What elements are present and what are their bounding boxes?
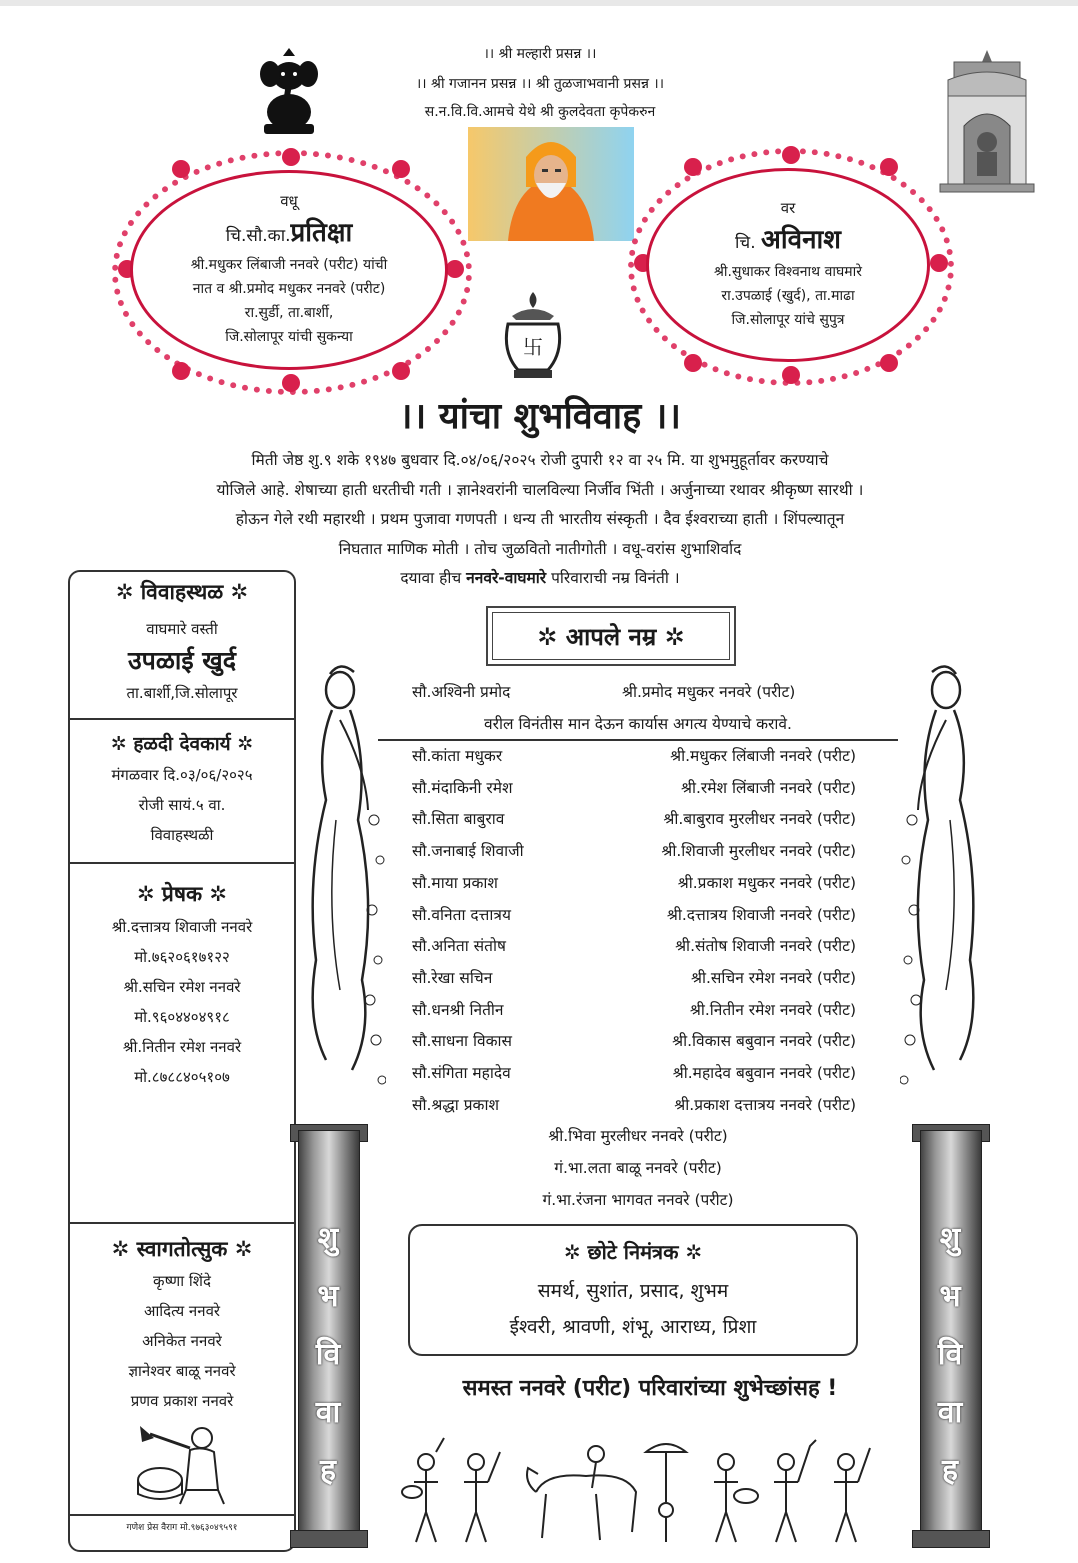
pillar-icon: [290, 1530, 368, 1548]
bride-petal: [446, 260, 464, 278]
closing-wishes: समस्त ननवरे (परीट) परिवारांच्या शुभेच्छांसह !: [462, 1376, 838, 1401]
pillar-letters-left: [298, 1210, 358, 1500]
list-item: सौ.माया प्रकाश: [412, 874, 498, 892]
preshak-line-5: श्री.नितीन रमेश ननवरे: [122, 1038, 242, 1056]
haldi-line-1: मंगळवार दि.०३/०६/२०२५: [111, 766, 253, 784]
swagat-line-5: प्रणव प्रकाश ननवरे: [130, 1392, 234, 1410]
list-item: गं.भा.रंजना भागवत ननवरे (परीट): [542, 1191, 734, 1209]
list-item: श्री.विकास बबुवान ननवरे (परीट): [672, 1032, 856, 1050]
para-line-2: योजिले आहे. शेषाच्या हाती धरतीची गती । ज्ञानेश्वरांनी चालविल्या निर्जीव भिंती । अर्जुनाच्या रथावर श्रीकृष्ण सारथी ।: [216, 480, 864, 499]
bride-desc-3: रा.सुर्डी, ता.बार्शी,: [244, 305, 334, 321]
haldi-title: ✲ हळदी देवकार्य ✲: [110, 733, 254, 755]
press-credit: गणेश प्रेस वैराग मो.९७६३०४९५९१: [126, 1523, 238, 1533]
list-item: सौ.संगिता महादेव: [412, 1064, 511, 1082]
pillar-letters-right: [920, 1210, 980, 1500]
preshak-line-1: श्री.दत्तात्रय शिवाजी ननवरे: [111, 918, 253, 936]
haldi-section: [70, 728, 294, 850]
kalash-icon: [498, 290, 568, 382]
list-item: श्री.दत्तात्रय शिवाजी ननवरे (परीट): [666, 906, 856, 924]
groom-petal: [782, 146, 800, 164]
blessing-line-3: स.न.वि.वि.आमचे येथे श्री कुलदेवता कृपेकरुन: [424, 104, 656, 120]
bride-label: वधू: [280, 192, 298, 210]
woman-figure-icon: [296, 660, 386, 1120]
blessing-line-1: ।। श्री मल्हारी प्रसन्न ।।: [483, 46, 597, 62]
divider: [70, 718, 294, 720]
list-item: श्री.बाबुराव मुरलीधर ननवरे (परीट): [663, 810, 856, 828]
venue-section: [70, 576, 294, 708]
swagat-section: [70, 1232, 294, 1416]
page-title: ।। यांचा शुभविवाह ।।: [398, 396, 682, 437]
list-item: सौ.धनश्री नितीन: [412, 1001, 504, 1019]
list-item: सौ.रेखा सचिन: [412, 969, 493, 987]
first-row-right: श्री.प्रमोद मधुकर ननवरे (परीट): [622, 683, 796, 701]
left-info-column: [68, 570, 296, 1552]
list-item: श्री.सचिन रमेश ननवरे (परीट): [690, 969, 856, 987]
pillar-letter: ह: [942, 1453, 958, 1488]
bride-prefix: चि.सौ.का.: [225, 226, 291, 246]
divider: [70, 1514, 294, 1516]
pillar-letter: वा: [315, 1395, 341, 1430]
groom-info: [646, 168, 930, 362]
preshak-section: [70, 876, 294, 1092]
venue-line-2: ता.बार्शी,जि.सोलापूर: [126, 684, 238, 702]
ganesha-icon: [248, 46, 330, 138]
divider: [70, 1222, 294, 1224]
saint-photo: [468, 127, 634, 241]
list-item: श्री.महादेव बबुवान ननवरे (परीट): [672, 1064, 856, 1082]
list-item: सौ.जनाबाई शिवाजी: [412, 842, 524, 860]
bride-info: [130, 170, 448, 370]
venue-place: उपळाई खुर्द: [127, 646, 237, 675]
bride-petal: [392, 362, 410, 380]
list-item: श्री.प्रकाश दत्तात्रय ननवरे (परीट): [674, 1096, 856, 1114]
divider: [70, 862, 294, 864]
svg-text:卐: 卐: [523, 335, 543, 359]
preshak-line-3: श्री.सचिन रमेश ननवरे: [123, 978, 241, 996]
first-row-left: सौ.अश्विनी प्रमोद: [412, 683, 511, 701]
top-border: [0, 0, 1078, 6]
groom-desc-3: जि.सोलापूर यांचे सुपुत्र: [731, 312, 845, 328]
haldi-line-3: विवाहस्थळी: [150, 826, 214, 844]
pillar-letter: भ: [317, 1279, 339, 1314]
bride-desc-4: जि.सोलापूर यांची सुकन्या: [225, 329, 353, 345]
groom-prefix: चि.: [735, 233, 756, 253]
venue-title: ✲ विवाहस्थळ ✲: [115, 580, 249, 604]
pillar-letter: ह: [320, 1453, 336, 1488]
list-item: सौ.श्रद्धा प्रकाश: [412, 1096, 499, 1114]
chhote-line-2: ईश्वरी, श्रावणी, शंभू, आराध्य, प्रिशा: [509, 1316, 757, 1338]
pillar-letter: शु: [939, 1221, 961, 1256]
preshak-line-4: मो.९६०४४०४९१८: [134, 1008, 230, 1026]
list-item: श्री.शिवाजी मुरलीधर ननवरे (परीट): [661, 842, 856, 860]
request-line: वरील विनंतीस मान देऊन कार्यास अगत्य येण्याचे करावे.: [484, 715, 792, 733]
groom-petal: [684, 354, 702, 372]
list-item: श्री.प्रकाश मधुकर ननवरे (परीट): [677, 874, 856, 892]
bride-petal: [172, 160, 190, 178]
chhote-nimantrak-box: [408, 1224, 858, 1356]
bride-desc-1: श्री.मधुकर लिंबाजी ननवरे (परीट) यांची: [190, 257, 388, 273]
groom-petal: [782, 366, 800, 384]
bride-petal: [172, 362, 190, 380]
pillar-letter: भ: [939, 1279, 961, 1314]
aaple-namra-title: ✲ आपले नम्र ✲: [492, 612, 730, 660]
woman-figure-icon: [900, 660, 990, 1120]
groom-petal: [880, 354, 898, 372]
groom-petal: [930, 254, 948, 272]
list-item: गं.भा.लता बाळू ननवरे (परीट): [554, 1159, 722, 1177]
para-line-3: होऊन गेले रथी महारथी । प्रथम पुजावा गणपती । धन्य ती भारतीय संस्कृती । दैव ईश्वराच्या हाती । शिंपल्यातून: [235, 510, 845, 528]
venue-line-1: वाघमारे वस्ती: [146, 620, 218, 638]
groom-name: अविनाश: [761, 225, 841, 255]
preshak-line-6: मो.८७८८४०५१०७: [134, 1068, 230, 1086]
list-item: सौ.सिता बाबुराव: [412, 810, 505, 828]
bride-petal: [282, 148, 300, 166]
chhote-title: ✲ छोटे निमंत्रक ✲: [563, 1240, 703, 1264]
blessing-line-2: ।। श्री गजानन प्रसन्न ।। श्री तुळजाभवानी प्रसन्न ।।: [415, 76, 665, 92]
para-family-names: ननवरे-वाघमारे: [466, 569, 547, 587]
list-item: सौ.वनिता दत्तात्रय: [412, 906, 511, 924]
bride-petal: [392, 160, 410, 178]
list-item: श्री.रमेश लिंबाजी ननवरे (परीट): [681, 779, 856, 797]
pillar-letter: शु: [317, 1221, 339, 1256]
chhote-line-1: समर्थ, सुशांत, प्रसाद, शुभम: [537, 1280, 729, 1302]
list-item: सौ.मंदाकिनी रमेश: [412, 779, 513, 797]
list-item: श्री.संतोष शिवाजी ननवरे (परीट): [675, 937, 856, 955]
bride-name-line: [226, 213, 353, 249]
divider: [378, 739, 898, 741]
pillar-icon: [912, 1530, 990, 1548]
swagat-line-2: आदित्य ननवरे: [143, 1302, 221, 1320]
procession-icon: [396, 1432, 896, 1550]
bride-name: प्रतिक्षा: [290, 218, 353, 248]
bride-desc-2: नात व श्री.प्रमोद मधुकर ननवरे (परीट): [192, 281, 386, 297]
para-last-pre: दयावा हीच: [400, 569, 467, 587]
aaple-namra-box: [486, 606, 736, 666]
pillar-letter: वि: [315, 1337, 341, 1372]
bride-frame: [112, 150, 472, 395]
groom-petal: [684, 158, 702, 176]
pillar-letter: वा: [937, 1395, 963, 1430]
groom-desc-2: रा.उपळाई (खुर्द), ता.माढा: [721, 288, 855, 304]
groom-frame: [628, 148, 954, 386]
groom-desc-1: श्री.सुधाकर विश्वनाथ वाघमारे: [714, 264, 862, 280]
preshak-line-2: मो.७६२०६१७१२२: [134, 948, 230, 966]
para-line-1: मिती जेष्ठ शु.९ शके १९४७ बुधवार दि.०४/०६/२०२५ रोजी दुपारी १२ वा २५ मि. या शुभमुहूर्तावर करण्याचे: [251, 451, 829, 469]
list-item: सौ.अनिता संतोष: [412, 937, 506, 955]
list-item: श्री.मधुकर लिंबाजी ननवरे (परीट): [670, 747, 856, 765]
musician-icon: [120, 1420, 240, 1506]
groom-label: वर: [780, 199, 796, 217]
pillar-letter: वि: [937, 1337, 963, 1372]
list-item: श्री.भिवा मुरलीधर ननवरे (परीट): [548, 1127, 728, 1145]
groom-name-line: [735, 220, 841, 256]
swagat-title: ✲ स्वागतोत्सुक ✲: [111, 1237, 253, 1261]
preshak-title: ✲ प्रेषक ✲: [136, 882, 228, 906]
groom-petal: [880, 158, 898, 176]
list-item: सौ.कांता मधुकर: [412, 747, 503, 765]
swagat-line-1: कृष्णा शिंदे: [153, 1272, 211, 1290]
swagat-line-3: अनिकेत ननवरे: [142, 1332, 222, 1350]
haldi-line-2: रोजी सायं.५ वा.: [138, 796, 226, 814]
list-item: श्री.नितीन रमेश ननवरे (परीट): [689, 1001, 856, 1019]
swagat-line-4: ज्ञानेश्वर बाळू ननवरे: [128, 1362, 236, 1380]
para-last-post: परिवाराची नम्र विनंती ।: [546, 569, 680, 587]
para-line-4: निघतात माणिक मोती । तोच जुळवितो नातीगोती । वधू-वरांस शुभाशिर्वाद: [338, 539, 742, 558]
list-item: सौ.साधना विकास: [412, 1032, 513, 1050]
